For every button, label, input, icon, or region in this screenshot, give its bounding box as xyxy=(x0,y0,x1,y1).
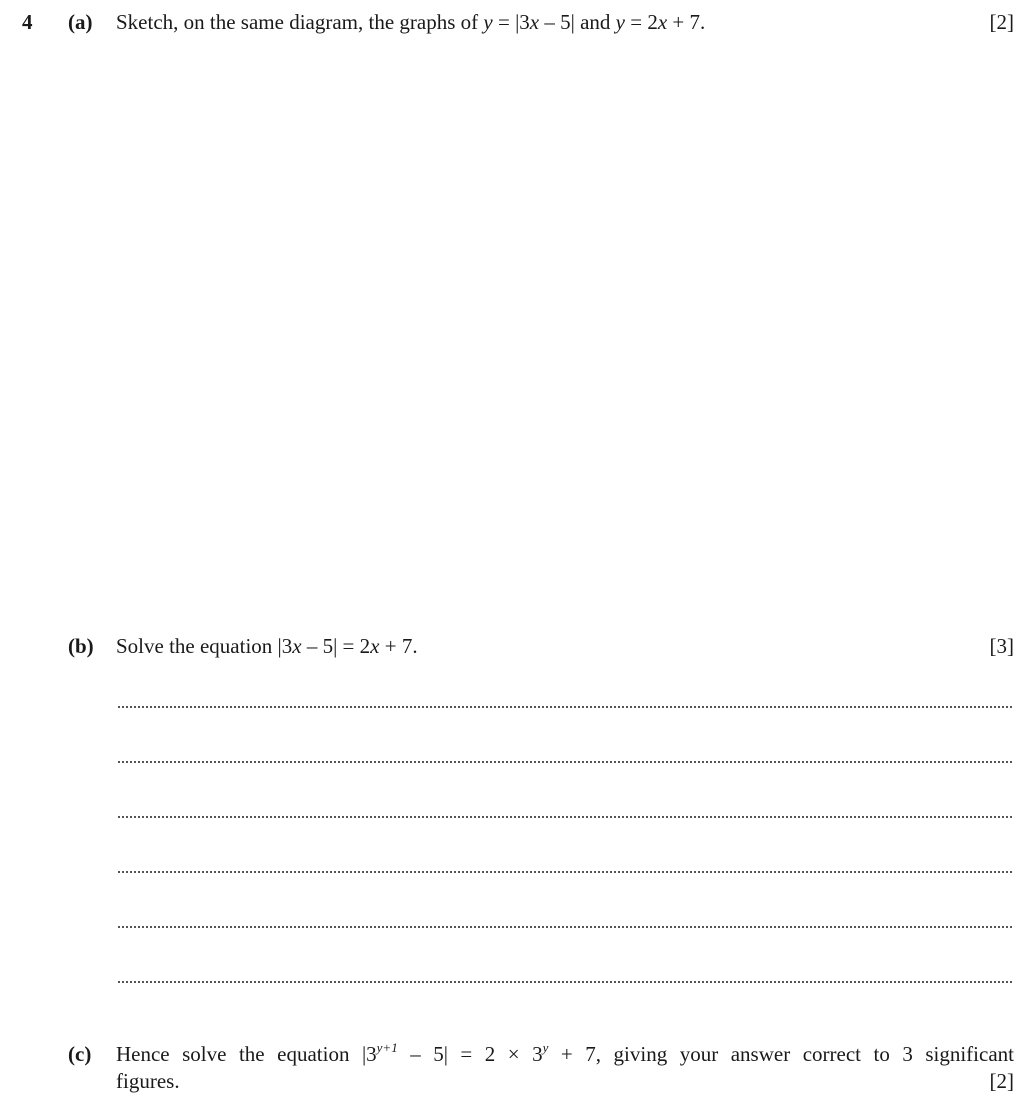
part-a-text xyxy=(116,8,705,36)
part-a-prefix: Sketch, on the same diagram, the graphs of xyxy=(116,10,484,34)
part-c-text-line2: figures. xyxy=(116,1069,180,1093)
part-a-marks: [2] xyxy=(989,10,1014,34)
part-c-suffix: + 7, giving your answer correct to 3 significant xyxy=(548,1042,1014,1066)
part-a-and: and xyxy=(574,10,616,34)
part-a-expr1-var: y xyxy=(483,10,493,34)
part-c-text-line1 xyxy=(116,1040,1014,1068)
part-a-expr2-rest: + 7 xyxy=(667,10,701,34)
part-b-x1: x xyxy=(292,634,302,658)
part-a-label: (a) xyxy=(68,10,93,34)
part-b-suffix: + 7. xyxy=(379,634,418,658)
question-number: 4 xyxy=(22,10,33,34)
part-a-expr1-eq: = |3 xyxy=(492,10,530,34)
part-c-label: (c) xyxy=(68,1042,92,1066)
sketch-answer-space[interactable] xyxy=(116,48,1012,608)
part-a-suffix: . xyxy=(700,10,706,34)
part-b-x2: x xyxy=(370,634,380,658)
part-a-expr2-eq: = 2 xyxy=(625,10,658,34)
answer-line[interactable] xyxy=(118,871,1012,873)
part-c-marks: [2] xyxy=(989,1069,1014,1093)
part-b-text xyxy=(116,632,418,660)
answer-line[interactable] xyxy=(118,816,1012,818)
answer-line[interactable] xyxy=(118,706,1012,708)
part-c-prefix: Hence solve the equation |3 xyxy=(116,1042,377,1066)
answer-line[interactable] xyxy=(118,926,1012,928)
part-c-sup1: y+1 xyxy=(376,1040,398,1055)
part-a-expr2-x: x xyxy=(657,10,668,34)
part-b-marks: [3] xyxy=(989,634,1014,658)
part-a-expr2-var: y xyxy=(615,10,625,34)
part-c-mid: – 5| = 2 × 3 xyxy=(397,1042,543,1066)
part-a-expr1-x: x xyxy=(529,10,540,34)
answer-line[interactable] xyxy=(118,981,1012,983)
part-b-mid: – 5| = 2 xyxy=(301,634,371,658)
part-c-sup2: y xyxy=(542,1040,549,1055)
answer-line[interactable] xyxy=(118,761,1012,763)
part-b-prefix: Solve the equation |3 xyxy=(116,634,293,658)
part-b-label: (b) xyxy=(68,634,94,658)
part-a-expr1-rest: – 5| xyxy=(539,10,575,34)
